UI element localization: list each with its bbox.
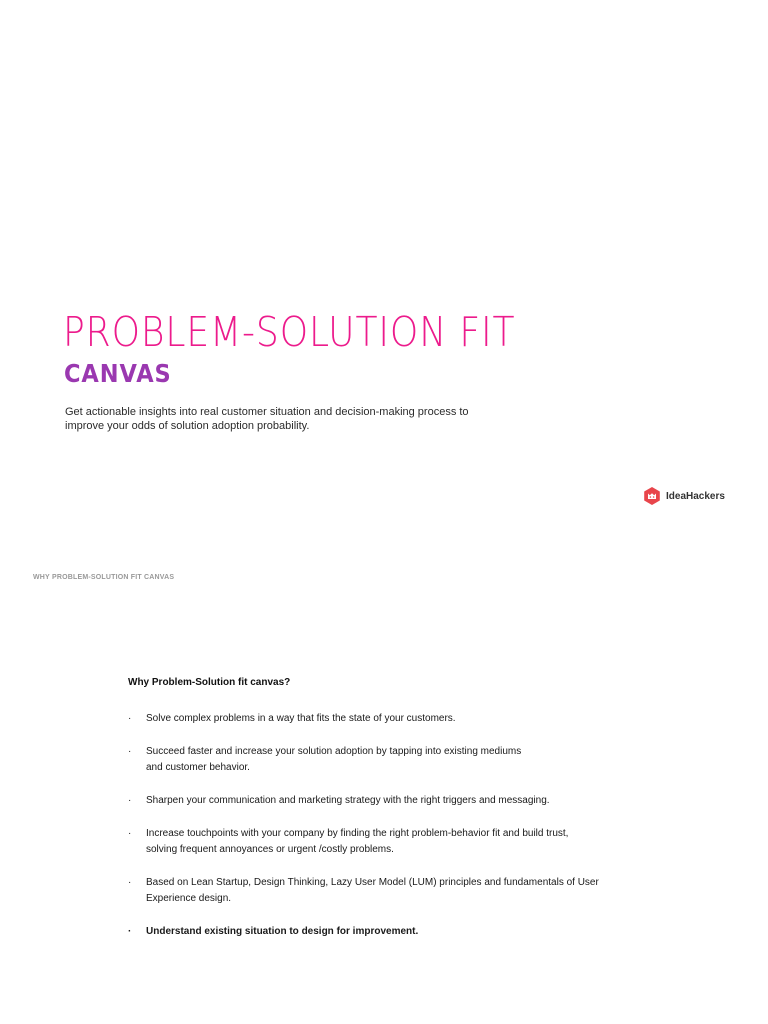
- bullet-marker: ·: [128, 713, 132, 724]
- bullet-text: Solve complex problems in a way that fits the state of your customers.: [146, 713, 456, 724]
- bullet-marker: ·: [128, 877, 132, 888]
- bullet-item: [128, 744, 688, 776]
- bullet-item: [128, 793, 688, 809]
- bullet-text: Succeed faster and increase your solution adoption by tapping into existing mediums and customer behavior.: [146, 746, 522, 773]
- bullet-item: [128, 826, 688, 858]
- bullet-text: Understand existing situation to design for improvement.: [146, 926, 419, 937]
- intro-paragraph: Get actionable insights into real customer situation and decision-making process to improve your odds of solution adoption probability.: [65, 406, 469, 432]
- bullet-text: Increase touchpoints with your company by finding the right problem-behavior fit and build trust, solving frequent annoyances or urgent /costly problems.: [146, 828, 569, 855]
- brand-name: IdeaHackers: [666, 490, 725, 502]
- document-title: PROBLEM-SOLUTION FIT: [63, 308, 516, 356]
- bullet-marker: ·: [128, 828, 132, 839]
- document-subtitle: CANVAS: [64, 359, 172, 388]
- brand-logo-group: [642, 486, 725, 506]
- bullet-item: [128, 924, 688, 940]
- bullet-item: [128, 711, 688, 727]
- section-label: WHY PROBLEM-SOLUTION FIT CANVAS: [33, 574, 175, 581]
- bullet-text: Sharpen your communication and marketing strategy with the right triggers and messaging.: [146, 795, 550, 806]
- ideahackers-logo-icon: [642, 486, 662, 506]
- bullet-marker: ·: [128, 795, 132, 806]
- bullet-marker: ·: [128, 926, 132, 937]
- why-heading: Why Problem-Solution fit canvas?: [128, 677, 291, 688]
- bullet-item: [128, 875, 688, 907]
- bullet-text: Based on Lean Startup, Design Thinking, Lazy User Model (LUM) principles and fundamentals of User Experience design.: [146, 877, 599, 904]
- why-bullet-list: [128, 711, 688, 957]
- bullet-marker: ·: [128, 746, 132, 757]
